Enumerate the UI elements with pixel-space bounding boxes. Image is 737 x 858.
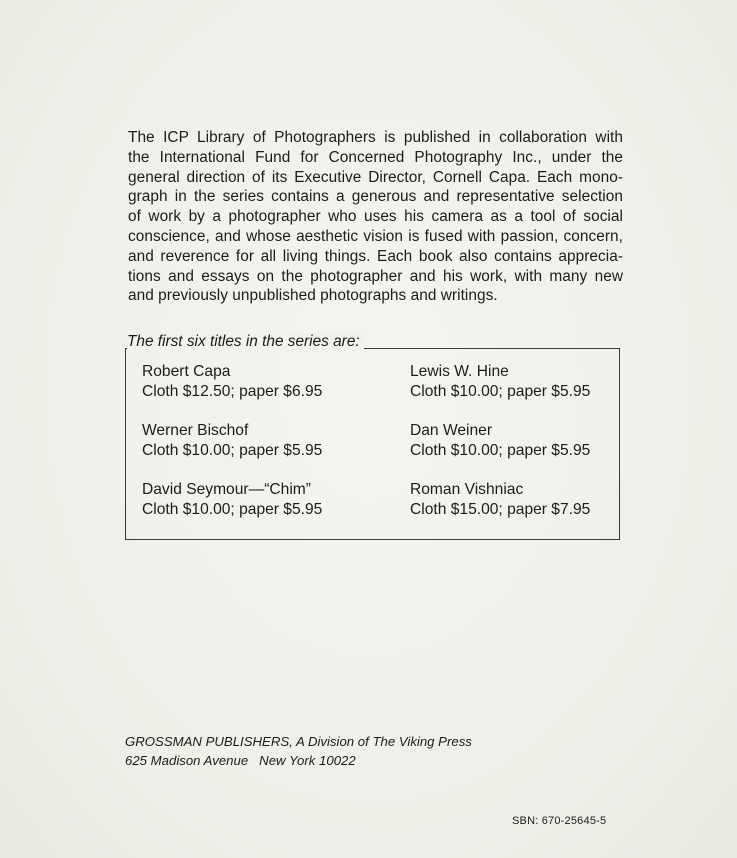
title-price: Cloth $12.50; paper $6.95	[142, 382, 323, 400]
title-price: Cloth $10.00; paper $5.95	[142, 500, 323, 518]
title-name: David Seymour—“Chim”	[142, 481, 311, 498]
title-name: Lewis W. Hine	[410, 363, 509, 380]
sbn-number: SBN: 670-25645-5	[512, 815, 607, 827]
title-name: Roman Vishniac	[410, 481, 524, 498]
series-heading: The first six titles in the series are:	[127, 333, 364, 351]
intro-line: and reverence for all living things. Each book also contains apprecia-	[128, 247, 623, 265]
title-entry-lewis-hine	[410, 362, 590, 401]
publisher-imprint	[125, 732, 472, 770]
intro-line: general direction of its Executive Director, Cornell Capa. Each mono-	[128, 168, 623, 186]
title-name: Werner Bischof	[142, 422, 249, 439]
title-price: Cloth $10.00; paper $5.95	[142, 441, 323, 459]
intro-line: The ICP Library of Photographers is published in collaboration with	[128, 129, 623, 146]
title-entry-roman-vishniac	[410, 480, 590, 519]
intro-paragraph	[128, 128, 623, 306]
title-entry-dan-weiner	[410, 421, 590, 460]
title-entry-werner-bischof	[142, 421, 322, 460]
intro-line: of work by a photographer who uses his camera as a tool of social	[128, 208, 623, 226]
title-price: Cloth $10.00; paper $5.95	[410, 382, 591, 400]
title-entry-david-seymour	[142, 480, 322, 519]
title-price: Cloth $10.00; paper $5.95	[410, 441, 591, 459]
title-name: Robert Capa	[142, 363, 231, 380]
intro-line: conscience, and whose aesthetic vision is fused with passion, concern,	[128, 227, 623, 245]
title-price: Cloth $15.00; paper $7.95	[410, 500, 591, 518]
intro-line: graph in the series contains a generous and representative selection	[128, 188, 623, 206]
title-entry-robert-capa	[142, 362, 322, 401]
publisher-address-line: 625 Madison Avenue New York 10022	[125, 753, 356, 768]
intro-line: and previously unpublished photographs and writings.	[128, 287, 498, 305]
intro-line: the International Fund for Concerned Photography Inc., under the	[128, 148, 623, 166]
intro-line: tions and essays on the photographer and his work, with many new	[128, 267, 623, 285]
publisher-name-line: GROSSMAN PUBLISHERS, A Division of The Viking Press	[125, 734, 472, 749]
title-name: Dan Weiner	[410, 422, 493, 439]
